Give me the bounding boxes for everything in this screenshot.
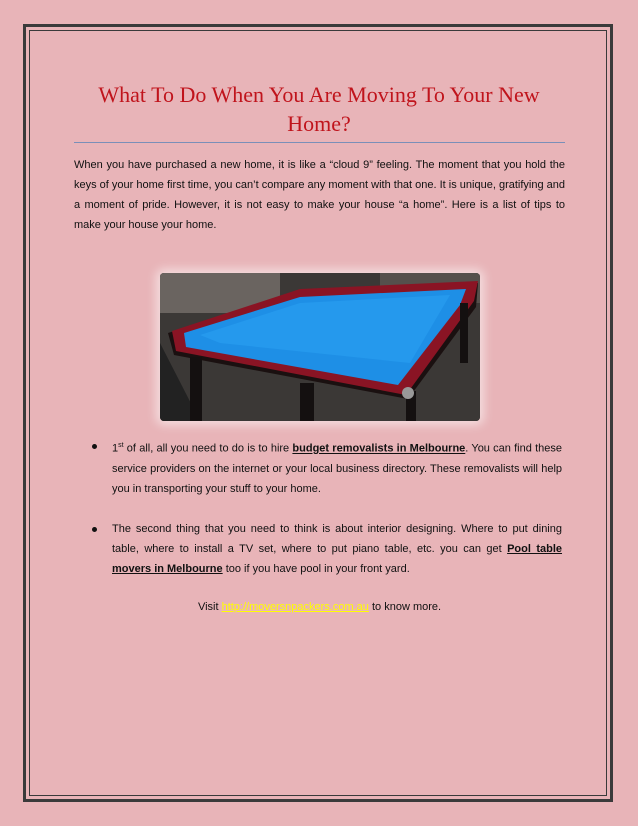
page-title: What To Do When You Are Moving To Your New Home? bbox=[98, 82, 540, 136]
tip-one-text-start: of all, all you need to do is to hire bbox=[123, 442, 293, 455]
list-item bbox=[92, 519, 562, 579]
tip-two-text-end: too if you have pool in your front yard. bbox=[222, 562, 410, 575]
ordinal-number: 1 bbox=[112, 442, 119, 455]
pool-table-illustration bbox=[160, 273, 480, 421]
intro-paragraph: When you have purchased a new home, it is like a “cloud 9” feeling. The moment that you hold the keys of your home first time, you can’t compare any moment with that one. It is unique, gratifying and a moment of pride. However, it is not easy to make your house “a home”. Here is a list of tips to make your house your home. bbox=[74, 159, 565, 231]
website-link[interactable]: http://moversnpackers.com.au bbox=[221, 601, 369, 613]
budget-removalists-link[interactable]: budget removalists in Melbourne bbox=[292, 442, 466, 455]
bullet-icon bbox=[92, 527, 97, 532]
visit-text-start: Visit bbox=[197, 601, 222, 613]
ordinal-suffix: st bbox=[118, 442, 124, 449]
bullet-icon bbox=[92, 444, 97, 449]
pool-table-photo bbox=[160, 273, 480, 421]
visit-line bbox=[74, 601, 565, 613]
tip-one-text-end: . You can find these service providers on the internet or your local business directory. These removalists will help you in transporting your stuff to your home. bbox=[112, 442, 562, 495]
title-underline bbox=[74, 142, 565, 143]
tips-list bbox=[92, 436, 562, 599]
tip-two-text-start: The second thing that you need to think is about interior designing. Where to put dining table, where to install a TV set, where to put piano table, etc. you can get bbox=[112, 522, 562, 555]
pool-table-movers-link[interactable]: Pool table movers in Melbourne bbox=[112, 542, 563, 575]
visit-text-end: to know more. bbox=[368, 601, 442, 613]
list-item bbox=[92, 436, 562, 499]
